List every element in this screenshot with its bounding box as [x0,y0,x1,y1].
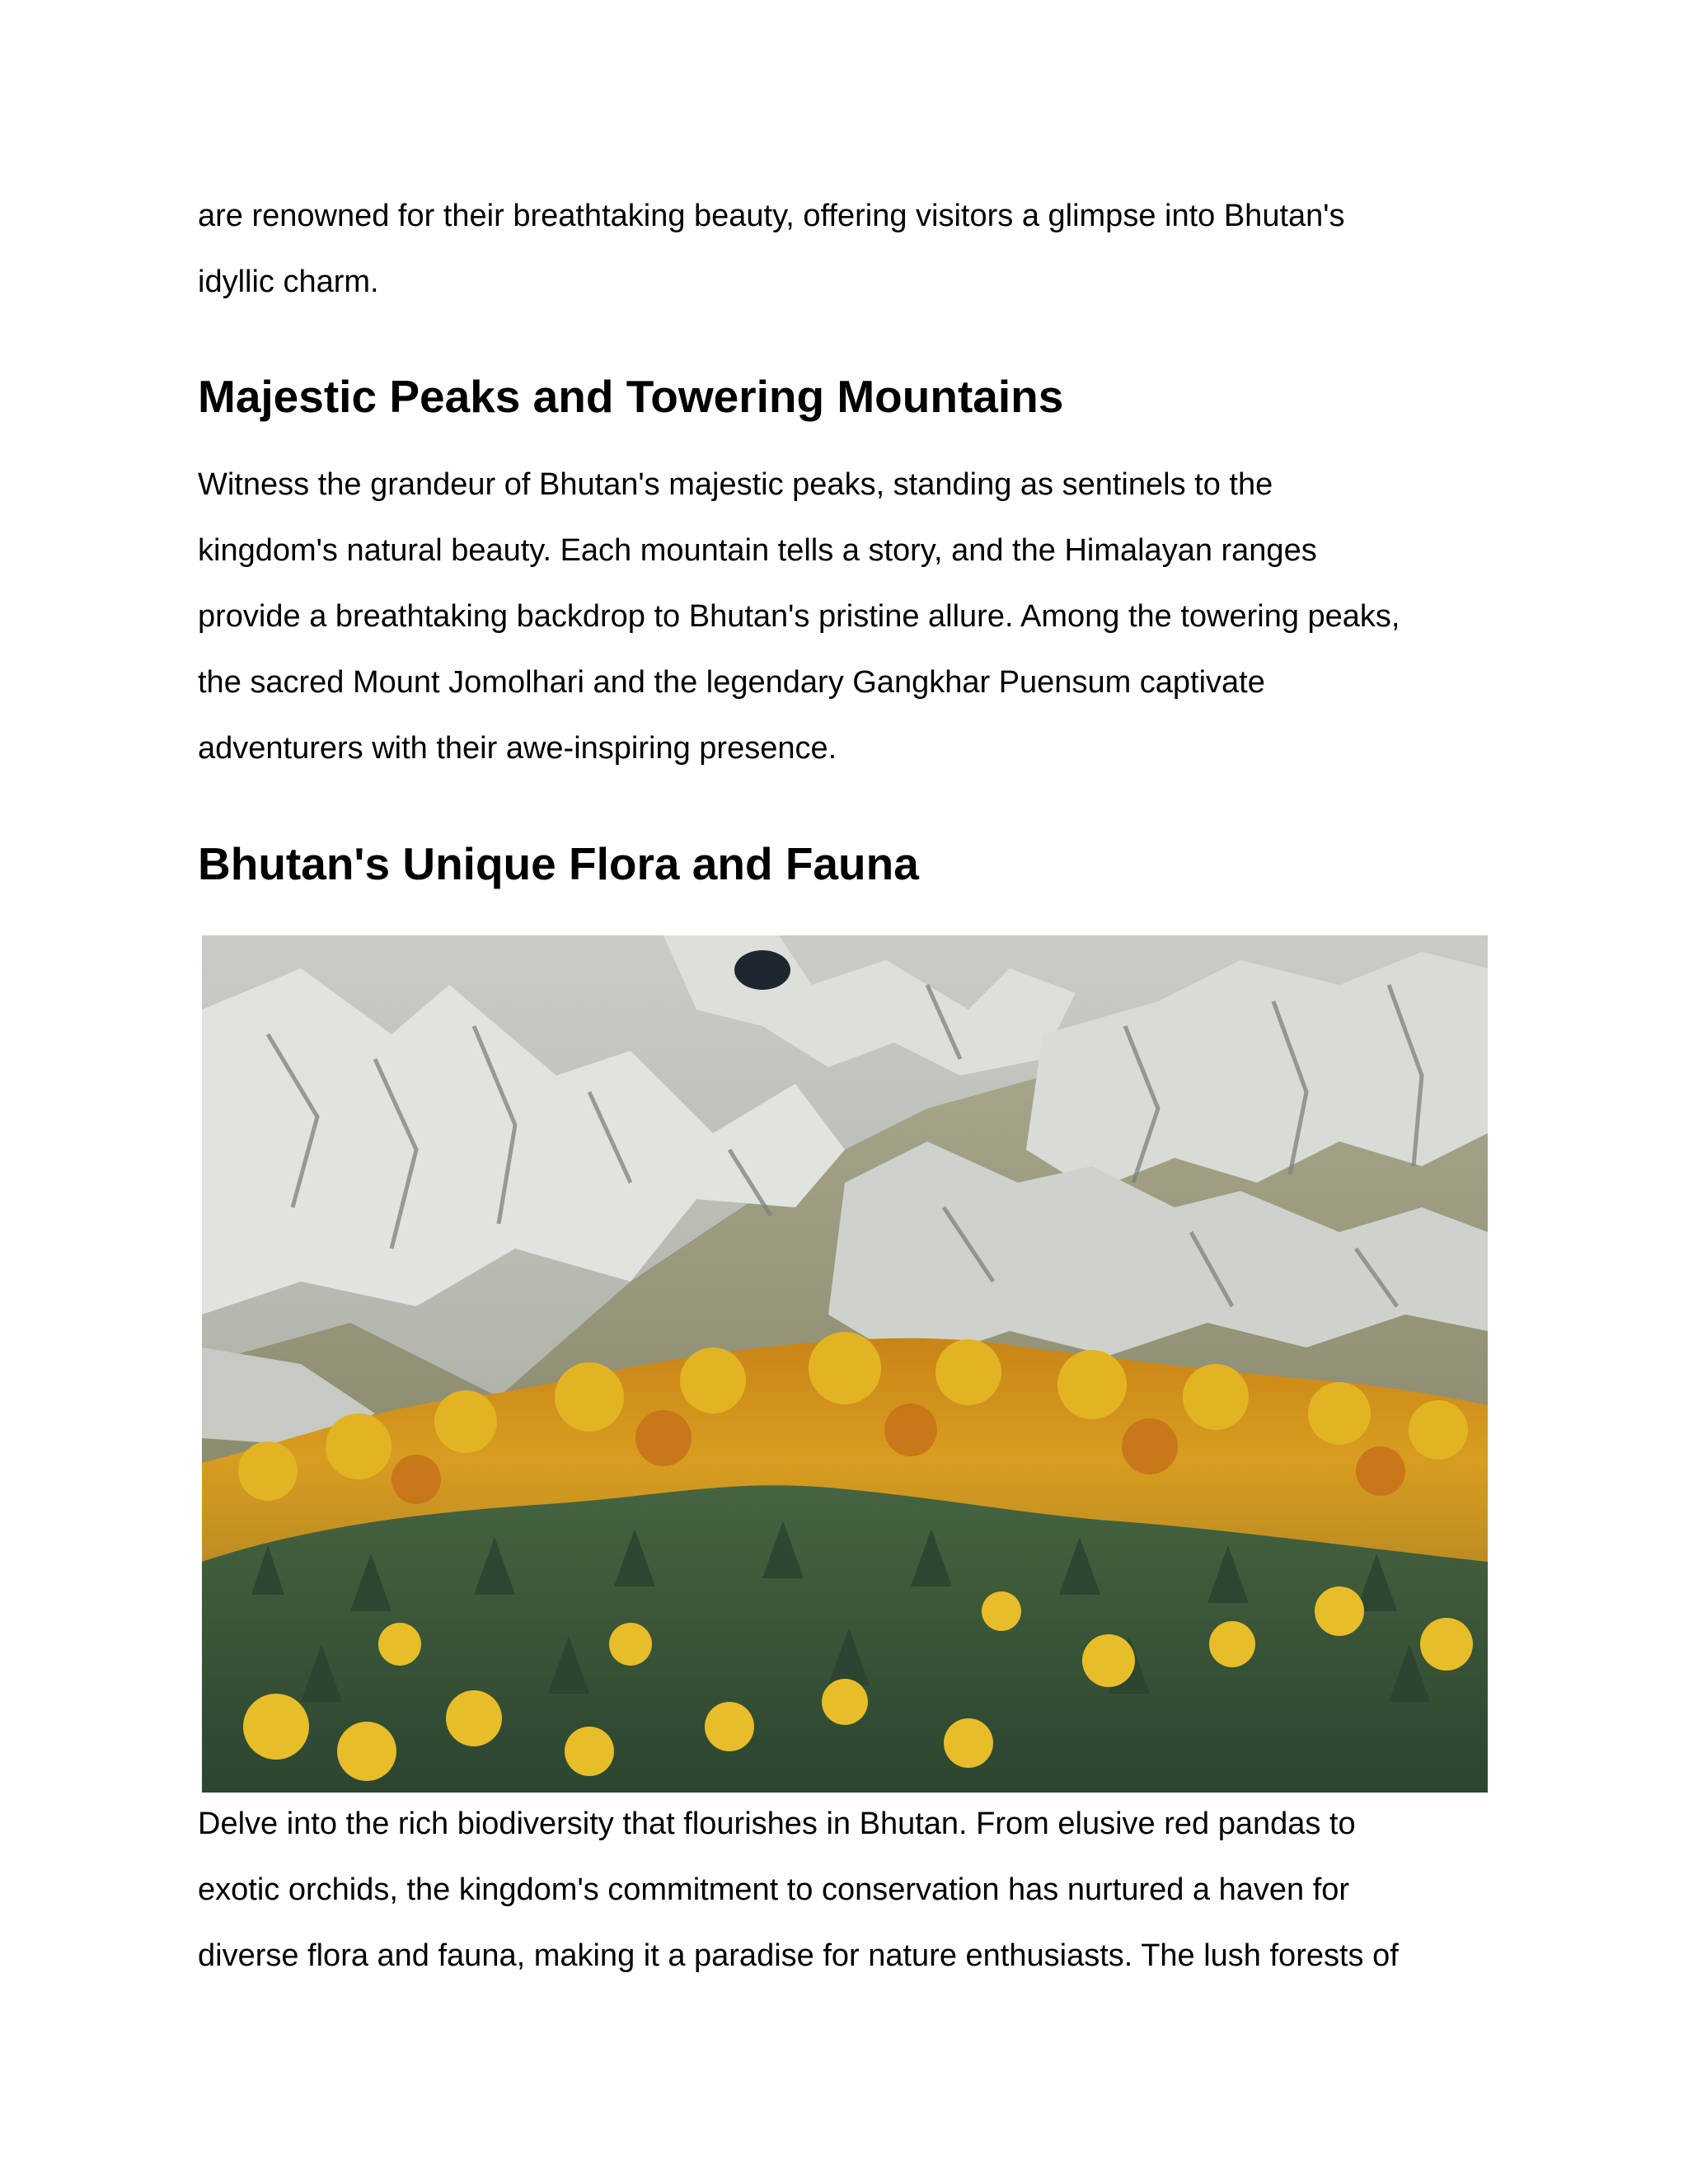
flora-line: diverse flora and fauna, making it a paradise for nature enthusiasts. The lush forests of [198,1938,1399,1973]
intro-line: idyllic charm. [198,265,379,299]
peaks-line: provide a breathtaking backdrop to Bhutan's pristine allure. Among the towering peaks, [198,599,1400,634]
peaks-paragraph [198,452,1500,781]
peaks-heading: Majestic Peaks and Towering Mountains [198,371,1064,422]
peaks-line: Witness the grandeur of Bhutan's majestic peaks, standing as sentinels to the [198,467,1273,502]
intro-paragraph [198,183,1500,315]
intro-line: are renowned for their breathtaking beauty, offering visitors a glimpse into Bhutan's [198,199,1345,233]
flora-line: Delve into the rich biodiversity that flourishes in Bhutan. From elusive red pandas to [198,1807,1356,1841]
mountain-forest-photo [202,935,1488,1793]
peaks-line: the sacred Mount Jomolhari and the legendary Gangkhar Puensum captivate [198,665,1265,700]
flora-heading: Bhutan's Unique Flora and Fauna [198,838,919,889]
peaks-line: kingdom's natural beauty. Each mountain tells a story, and the Himalayan ranges [198,533,1317,568]
peaks-line: adventurers with their awe-inspiring presence. [198,731,837,766]
flora-line: exotic orchids, the kingdom's commitment to conservation has nurtured a haven for [198,1872,1350,1907]
flora-paragraph [198,1791,1500,1989]
